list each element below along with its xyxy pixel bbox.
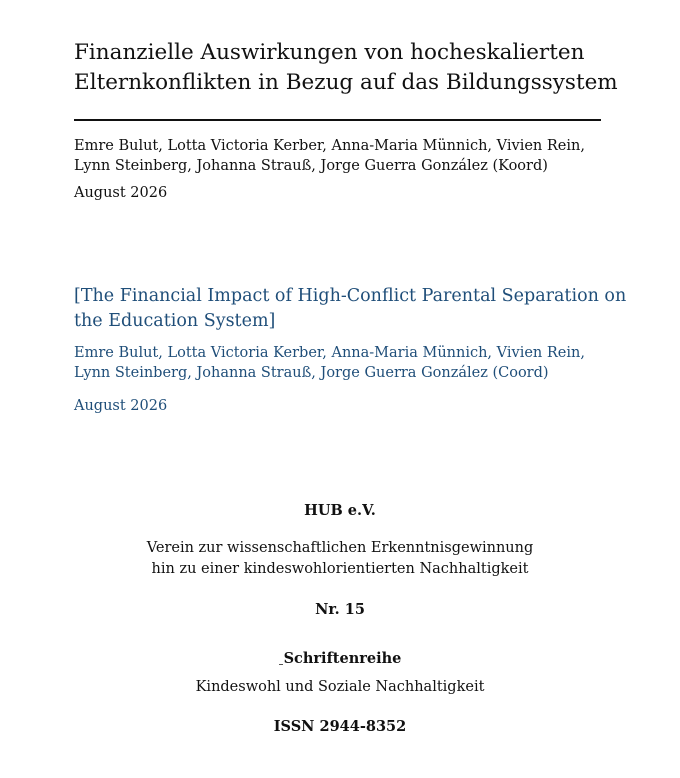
publisher-description [0, 538, 680, 580]
german-date: August 2026 [74, 185, 168, 201]
german-authors-line-1: Emre Bulut, Lotta Victoria Kerber, Anna-Maria Münnich, Vivien Rein, [74, 138, 585, 154]
english-title-line-2: the Education System] [74, 311, 276, 331]
english-authors-line-2: Lynn Steinberg, Johanna Strauß, Jorge Guerra González (Coord) [74, 365, 549, 381]
english-title-line-1: [The Financial Impact of High-Conflict Parental Separation on [74, 286, 627, 306]
german-title-line-2: Elternkonflikten in Bezug auf das Bildungssystem [74, 70, 618, 95]
publisher-description-line-1: Verein zur wissenschaftlichen Erkenntnisgewinnung [146, 540, 534, 556]
series-name: Kindeswohl und Soziale Nachhaltigkeit [195, 679, 485, 695]
series-label: Schriftenreihe [283, 650, 402, 667]
publisher-description-line-2: hin zu einer kindeswohlorientierten Nachhaltigkeit [151, 561, 529, 577]
german-authors-line-2: Lynn Steinberg, Johanna Strauß, Jorge Guerra González (Koord) [74, 158, 548, 174]
english-date: August 2026 [74, 398, 168, 414]
english-authors [74, 343, 634, 383]
english-title [74, 284, 654, 334]
anchor-mark [279, 662, 283, 665]
german-authors [74, 136, 634, 176]
issn: ISSN 2944-8352 [273, 718, 407, 735]
german-title-line-1: Finanzielle Auswirkungen von hocheskalierten [74, 40, 585, 65]
german-title [74, 38, 634, 98]
english-authors-line-1: Emre Bulut, Lotta Victoria Kerber, Anna-Maria Münnich, Vivien Rein, [74, 345, 585, 361]
publisher-name: HUB e.V. [304, 502, 376, 519]
title-divider [74, 119, 601, 121]
series-heading [0, 648, 680, 669]
issue-number: Nr. 15 [315, 601, 365, 618]
